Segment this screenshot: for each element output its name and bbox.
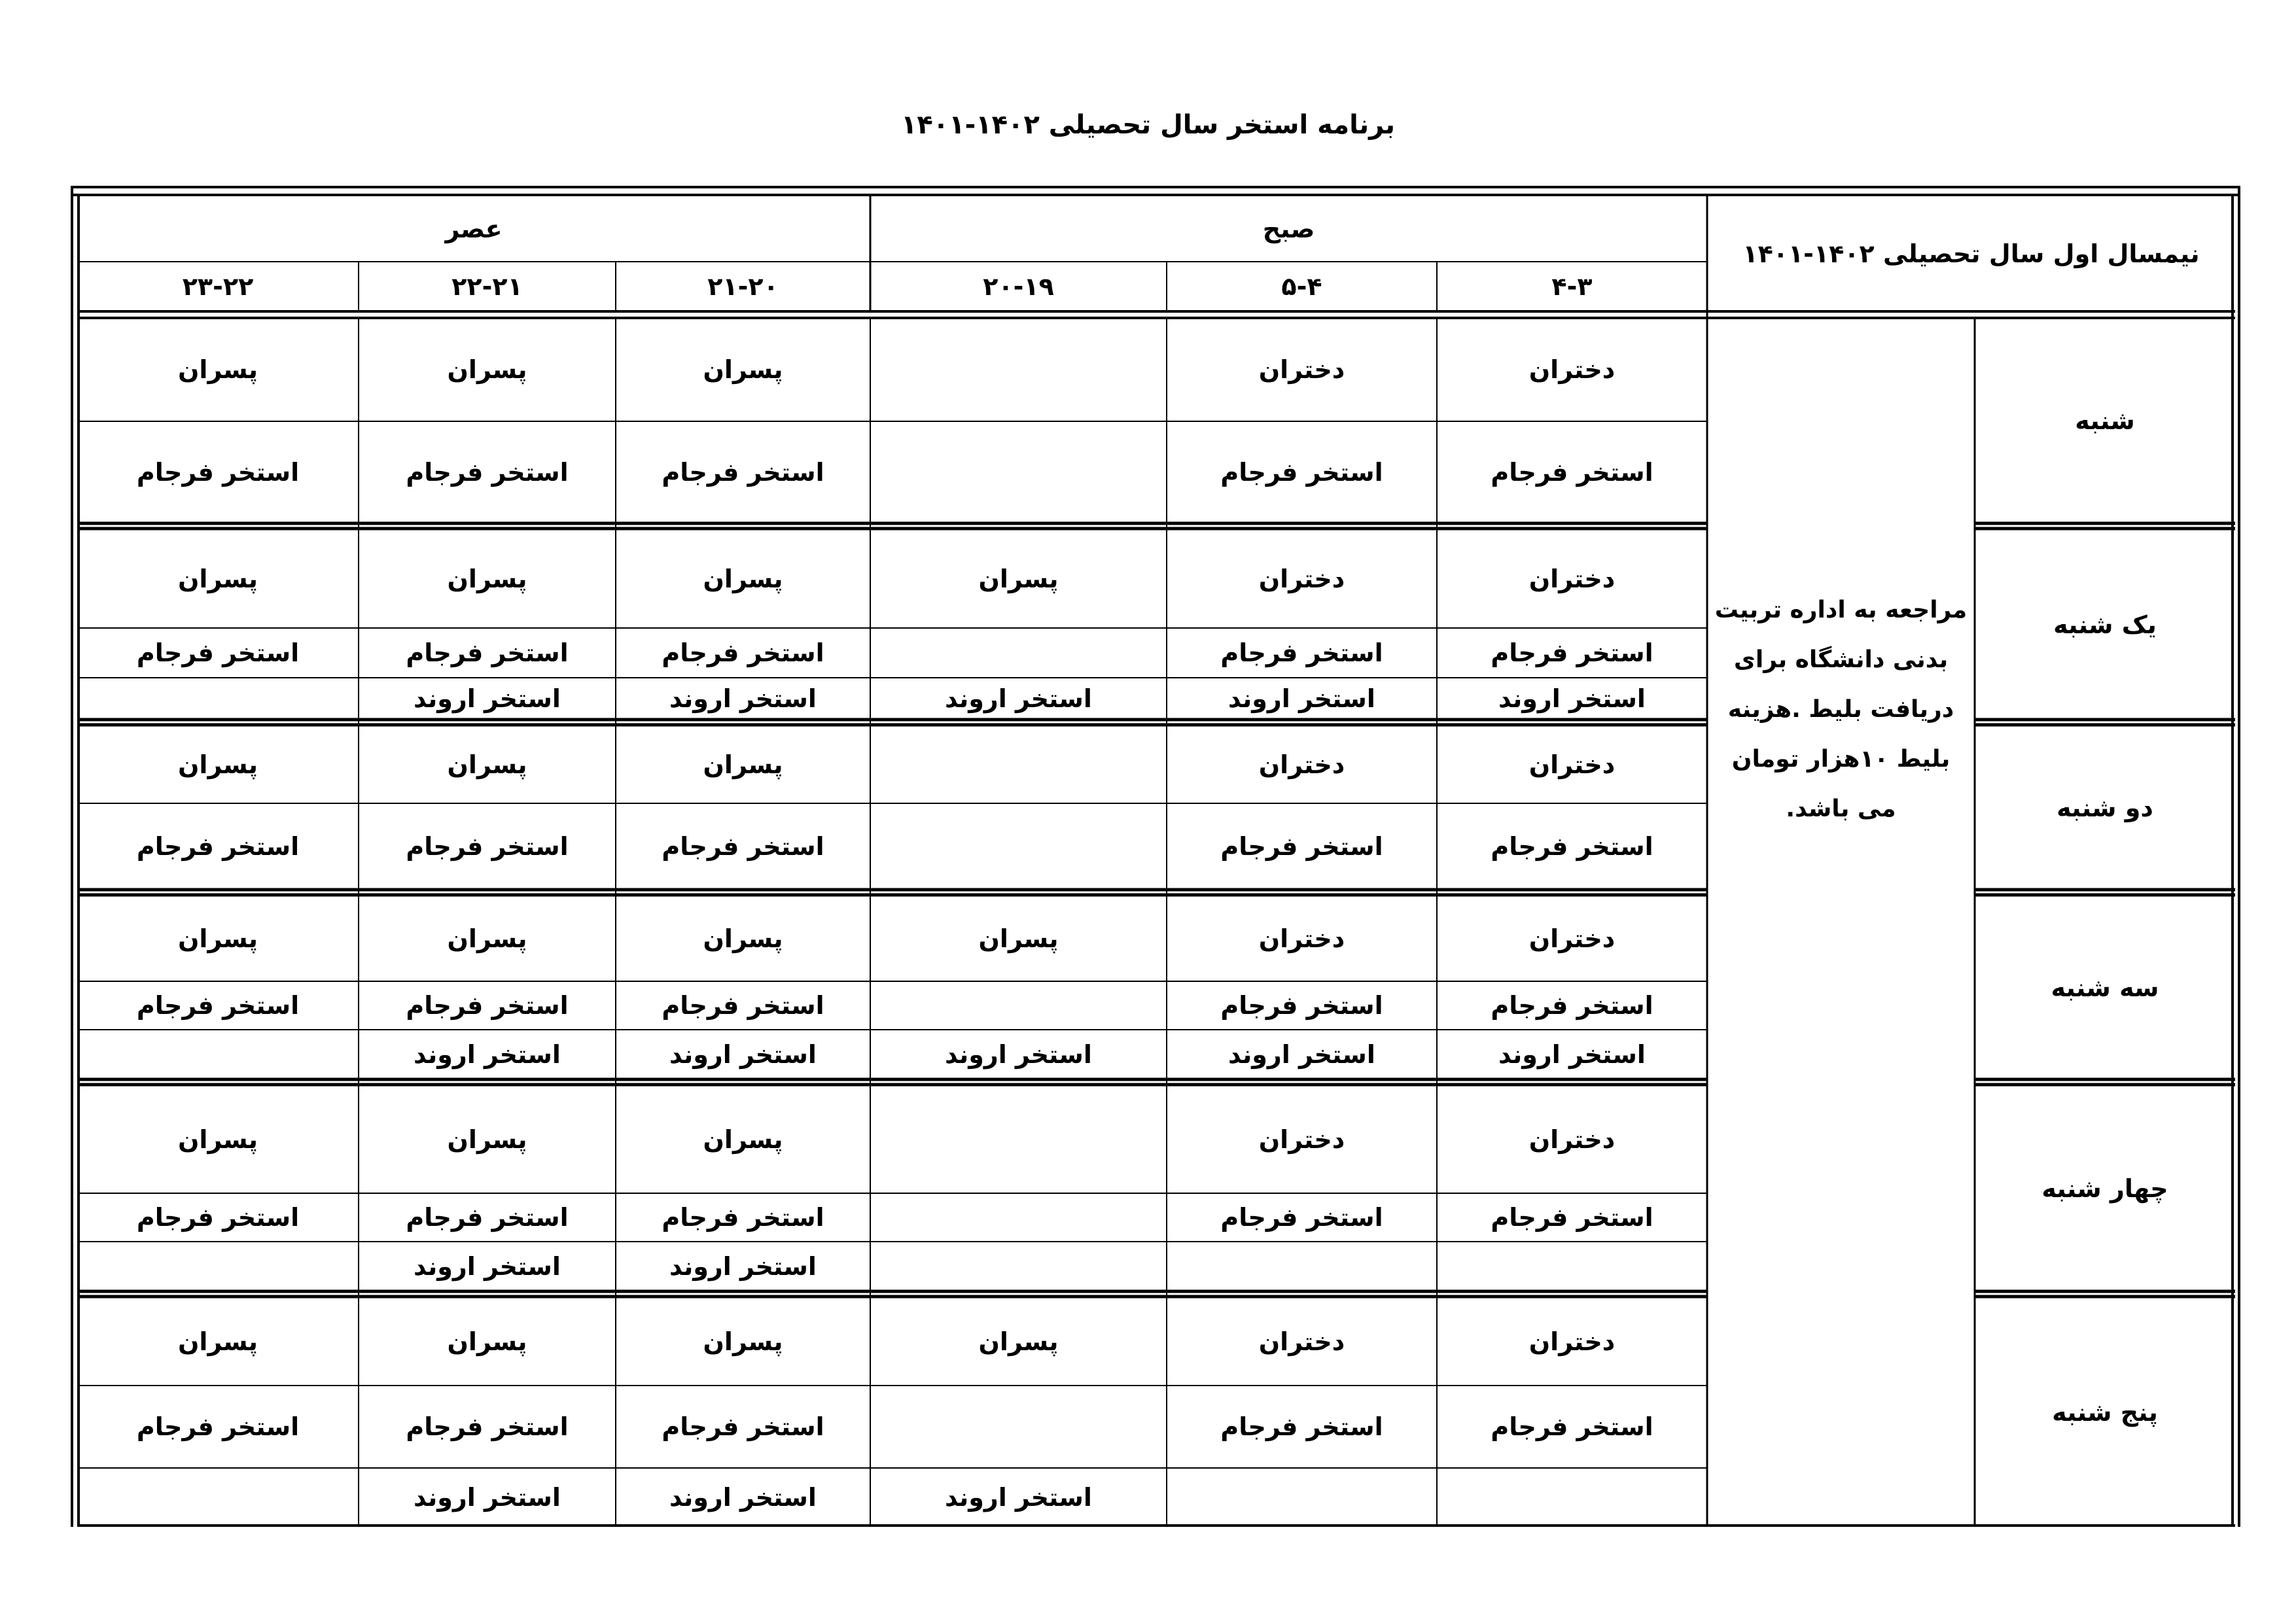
pool-farjam: استخر فرجام	[1491, 638, 1653, 667]
pool-farjam: استخر فرجام	[1491, 832, 1653, 861]
schedule-table	[71, 186, 2240, 1527]
day-name: دو شنبه	[2057, 794, 2153, 822]
group-label: پسران	[447, 355, 527, 384]
pool-farjam: استخر فرجام	[662, 1412, 824, 1441]
group-label: پسران	[177, 924, 258, 953]
pool-arvand: استخر اروند	[414, 684, 561, 713]
group-label: پسران	[177, 565, 258, 593]
group-label: پسران	[447, 1327, 527, 1356]
pool-farjam: استخر فرجام	[1491, 991, 1653, 1020]
pool-arvand: استخر اروند	[414, 1040, 561, 1069]
pool-farjam: استخر فرجام	[136, 832, 300, 861]
pool-arvand: استخر اروند	[1228, 684, 1375, 713]
group-label: دختران	[1528, 355, 1616, 384]
group-label: دختران	[1258, 565, 1345, 593]
pool-farjam: استخر فرجام	[406, 832, 569, 861]
evening-group-header: عصر	[445, 215, 503, 243]
group-label: پسران	[703, 355, 783, 384]
group-label: پسران	[703, 565, 783, 593]
pool-farjam: استخر فرجام	[662, 1203, 824, 1232]
pool-farjam: استخر فرجام	[406, 991, 569, 1020]
group-label: پسران	[177, 355, 258, 384]
pool-farjam: استخر فرجام	[406, 1412, 569, 1441]
pool-farjam: استخر فرجام	[406, 1203, 569, 1232]
pool-arvand: استخر اروند	[1498, 1040, 1646, 1069]
time-slot-header: ۲۱-۲۰	[707, 272, 779, 301]
pool-farjam: استخر فرجام	[1220, 832, 1383, 861]
time-slot-header: ۴-۳	[1551, 272, 1593, 301]
group-label: دختران	[1528, 1327, 1616, 1356]
group-label: دختران	[1258, 750, 1345, 779]
pool-arvand: استخر اروند	[669, 1483, 817, 1512]
group-label: پسران	[978, 924, 1059, 953]
pool-farjam: استخر فرجام	[1491, 1412, 1653, 1441]
pool-arvand: استخر اروند	[945, 684, 1092, 713]
day-name: پنج شنبه	[2052, 1398, 2158, 1427]
group-label: پسران	[703, 1125, 783, 1154]
group-label: پسران	[447, 1125, 527, 1154]
group-label: دختران	[1528, 924, 1616, 953]
group-label: پسران	[177, 1327, 258, 1356]
pool-arvand: استخر اروند	[945, 1483, 1092, 1512]
group-label: پسران	[703, 750, 783, 779]
pool-farjam: استخر فرجام	[136, 458, 300, 487]
pool-farjam: استخر فرجام	[136, 638, 300, 667]
group-label: پسران	[978, 565, 1059, 593]
group-label: پسران	[177, 750, 258, 779]
time-slot-header: ۲۰-۱۹	[983, 272, 1054, 301]
pool-farjam: استخر فرجام	[406, 638, 569, 667]
group-label: پسران	[978, 1327, 1059, 1356]
group-label: دختران	[1528, 750, 1616, 779]
pool-farjam: استخر فرجام	[1220, 991, 1383, 1020]
pool-arvand: استخر اروند	[1498, 684, 1646, 713]
pool-farjam: استخر فرجام	[136, 1203, 300, 1232]
semester-header: نیمسال اول سال تحصیلی ۱۴۰۲-۱۴۰۱	[1742, 239, 2200, 268]
pool-farjam: استخر فرجام	[1491, 1203, 1653, 1232]
time-slot-header: ۲۳-۲۲	[182, 272, 254, 301]
pool-arvand: استخر اروند	[669, 1252, 817, 1281]
pool-arvand: استخر اروند	[945, 1040, 1092, 1069]
pool-farjam: استخر فرجام	[1220, 638, 1383, 667]
group-label: دختران	[1258, 924, 1345, 953]
group-label: دختران	[1528, 1125, 1616, 1154]
ticket-note: مراجعه به اداره تربیت بدنی دانشگاه برای دریافت بلیط .هزینه بلیط ۱۰هزار تومان می باشد.	[1714, 597, 1968, 822]
time-slot-header: ۵-۴	[1281, 272, 1322, 301]
pool-farjam: استخر فرجام	[662, 832, 824, 861]
pool-farjam: استخر فرجام	[1220, 458, 1383, 487]
pool-farjam: استخر فرجام	[662, 638, 824, 667]
page-title: برنامه استخر سال تحصیلی ۱۴۰۲-۱۴۰۱	[900, 110, 1396, 140]
group-label: دختران	[1258, 355, 1345, 384]
day-name: سه شنبه	[2051, 973, 2159, 1002]
group-label: پسران	[703, 924, 783, 953]
pool-arvand: استخر اروند	[1228, 1040, 1375, 1069]
pool-farjam: استخر فرجام	[1491, 458, 1653, 487]
group-label: پسران	[447, 924, 527, 953]
pool-farjam: استخر فرجام	[662, 991, 824, 1020]
day-name: شنبه	[2075, 406, 2135, 435]
group-label: دختران	[1528, 565, 1616, 593]
group-label: دختران	[1258, 1327, 1345, 1356]
group-label: پسران	[177, 1125, 258, 1154]
group-label: دختران	[1258, 1125, 1345, 1154]
group-label: پسران	[703, 1327, 783, 1356]
morning-group-header: صبح	[1262, 215, 1315, 243]
pool-arvand: استخر اروند	[669, 684, 817, 713]
group-label: پسران	[447, 565, 527, 593]
pool-arvand: استخر اروند	[414, 1252, 561, 1281]
pool-farjam: استخر فرجام	[136, 991, 300, 1020]
pool-farjam: استخر فرجام	[662, 458, 824, 487]
day-name: چهار شنبه	[2041, 1174, 2168, 1203]
day-name: یک شنبه	[2053, 610, 2157, 639]
pool-farjam: استخر فرجام	[1220, 1412, 1383, 1441]
pool-farjam: استخر فرجام	[136, 1412, 300, 1441]
pool-arvand: استخر اروند	[414, 1483, 561, 1512]
time-slot-header: ۲۲-۲۱	[451, 272, 523, 301]
pool-farjam: استخر فرجام	[406, 458, 569, 487]
pool-arvand: استخر اروند	[669, 1040, 817, 1069]
pool-farjam: استخر فرجام	[1220, 1203, 1383, 1232]
group-label: پسران	[447, 750, 527, 779]
